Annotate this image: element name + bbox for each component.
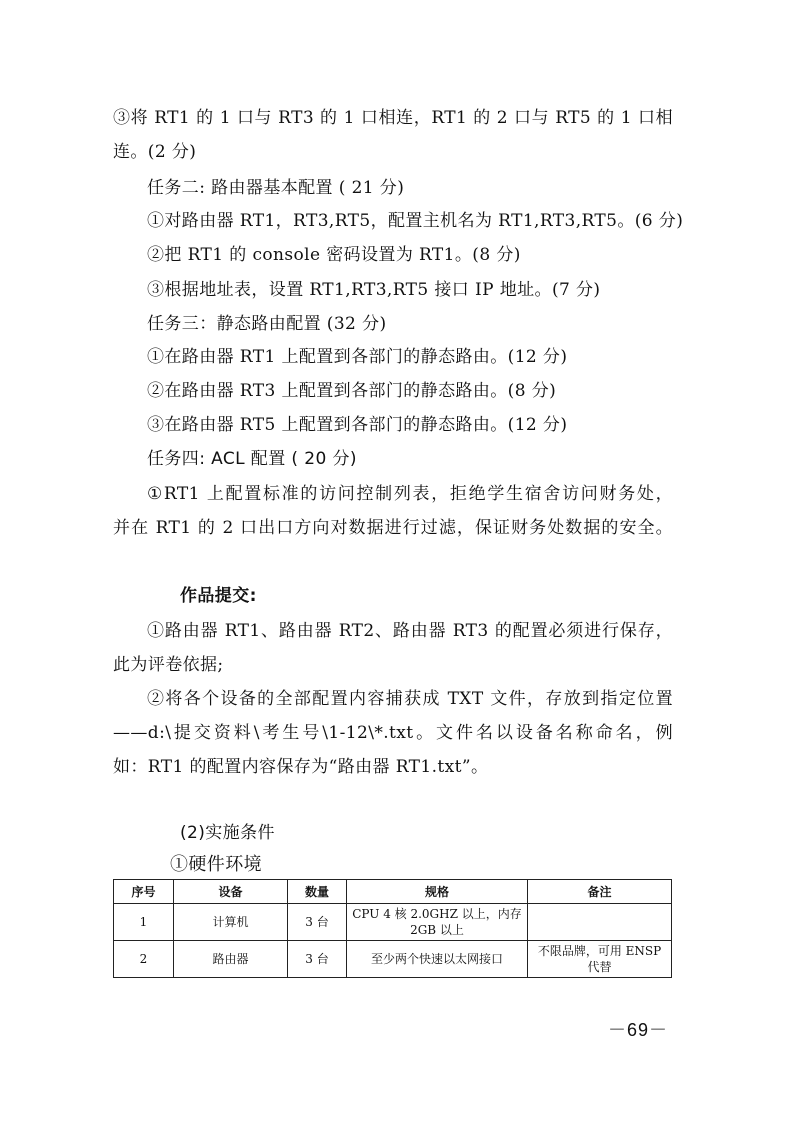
header-cell: 备注 bbox=[528, 880, 672, 904]
paragraph-line: ②将各个设备的全部配置内容捕获成 TXT 文件，存放到指定位置 bbox=[147, 689, 673, 709]
task-heading: 任务二: 路由器基本配置 ( 21 分) bbox=[147, 178, 405, 198]
section-heading: (2)实施条件 bbox=[180, 823, 275, 843]
table-cell: 3 台 bbox=[288, 904, 347, 941]
paragraph-line: 此为评卷依据; bbox=[113, 655, 224, 675]
header-cell: 数量 bbox=[288, 880, 347, 904]
task-heading: 任务三：静态路由配置 (32 分) bbox=[147, 314, 387, 334]
table-cell bbox=[528, 904, 672, 941]
table-cell: 不限品牌，可用 ENSP 代替 bbox=[528, 941, 672, 978]
section-heading: 作品提交: bbox=[180, 586, 257, 606]
table-cell: 至少两个快速以太网接口 bbox=[347, 941, 528, 978]
table-cell: 3 台 bbox=[288, 941, 347, 978]
table-row bbox=[114, 941, 672, 978]
hardware-table bbox=[113, 879, 672, 978]
paragraph-line: 连。(2 分) bbox=[113, 142, 197, 162]
list-item: ①对路由器 RT1，RT3,RT5，配置主机名为 RT1,RT3,RT5。(6 分) bbox=[147, 211, 684, 231]
table-cell: 计算机 bbox=[174, 904, 288, 941]
table-cell: 路由器 bbox=[174, 941, 288, 978]
table-cell: CPU 4 核 2.0GHZ 以上，内存 2GB 以上 bbox=[347, 904, 528, 941]
header-cell: 序号 bbox=[114, 880, 174, 904]
paragraph-line: ③将 RT1 的 1 口与 RT3 的 1 口相连，RT1 的 2 口与 RT5 的 1 口相 bbox=[113, 108, 673, 128]
list-item: ②把 RT1 的 console 密码设置为 RT1。(8 分) bbox=[147, 245, 521, 265]
table-cell: 1 bbox=[114, 904, 174, 941]
table-row bbox=[114, 904, 672, 941]
list-item: ②在路由器 RT3 上配置到各部门的静态路由。(8 分) bbox=[147, 381, 557, 401]
table-header-row bbox=[114, 880, 672, 904]
task-heading: 任务四: ACL 配置 ( 20 分) bbox=[147, 449, 357, 469]
subsection-heading: ①硬件环境 bbox=[170, 854, 262, 875]
paragraph-line: ①路由器 RT1、路由器 RT2、路由器 RT3 的配置必须进行保存， bbox=[147, 621, 673, 641]
header-cell: 规格 bbox=[347, 880, 528, 904]
paragraph-line: ①RT1 上配置标准的访问控制列表，拒绝学生宿舍访问财务处， bbox=[147, 484, 673, 504]
paragraph-line: 如：RT1 的配置内容保存为“路由器 RT1.txt”。 bbox=[113, 757, 489, 777]
page-number: －69－ bbox=[608, 1020, 669, 1040]
list-item: ③根据地址表，设置 RT1,RT3,RT5 接口 IP 地址。(7 分) bbox=[147, 280, 601, 300]
paragraph-line: 并在 RT1 的 2 口出口方向对数据进行过滤，保证财务处数据的安全。 bbox=[113, 518, 673, 538]
header-cell: 设备 bbox=[174, 880, 288, 904]
list-item: ③在路由器 RT5 上配置到各部门的静态路由。(12 分) bbox=[147, 415, 568, 435]
paragraph-line: ——d:\提交资料\考生号\1-12\*.txt。文件名以设备名称命名，例 bbox=[113, 723, 673, 743]
table-cell: 2 bbox=[114, 941, 174, 978]
list-item: ①在路由器 RT1 上配置到各部门的静态路由。(12 分) bbox=[147, 347, 568, 367]
